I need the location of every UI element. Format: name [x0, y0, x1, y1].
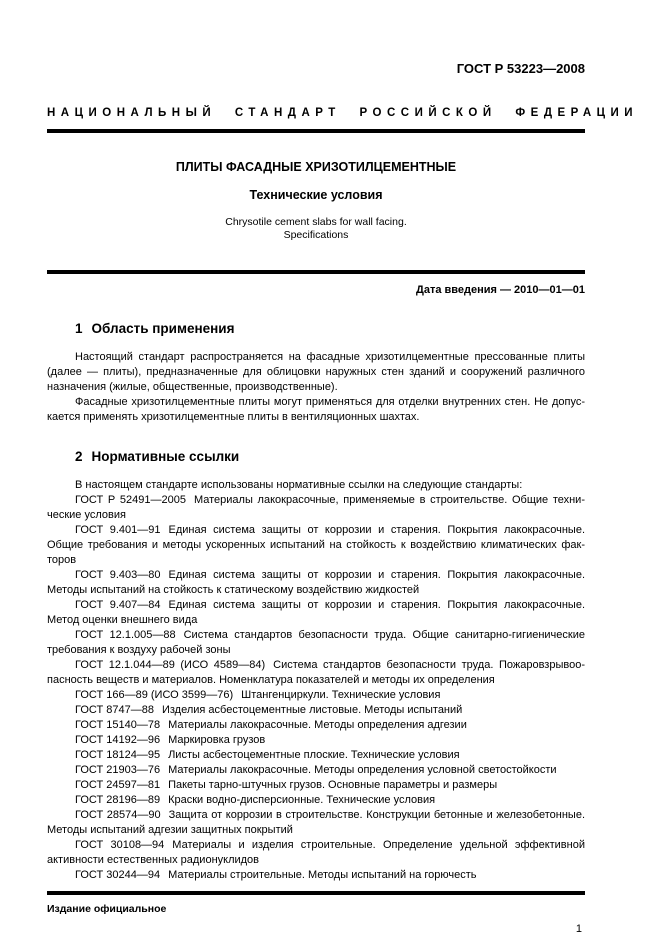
reference-title: Материалы строительные. Методы испытаний на горючесть [168, 869, 477, 881]
reference-title: Материалы лакокрасочные, применяемые в строительстве. Общие технические условия [47, 494, 585, 521]
reference-code: ГОСТ 12.1.005—88 [75, 629, 176, 641]
horizontal-rule-middle [47, 270, 585, 274]
reference-item [47, 733, 585, 748]
reference-code: ГОСТ 9.401—91 [75, 524, 161, 536]
section-2-number: 2 [75, 449, 83, 464]
section-2-title: Нормативные ссылки [91, 449, 240, 464]
section-2-heading [47, 449, 585, 465]
reference-code: ГОСТ 14192—96 [75, 734, 161, 746]
reference-code: ГОСТ 18124—95 [75, 749, 161, 761]
reference-title: Штангенциркули. Технические условия [241, 689, 441, 701]
reference-code: ГОСТ 30108—94 [75, 839, 165, 851]
section-1-title: Область применения [91, 321, 235, 336]
reference-title: Единая система защиты от коррозии и старения. Покрытия лакокрасочные. Метод оценки внешнего вида [47, 599, 585, 626]
title-en-line1: Chrysotile cement slabs for wall facing. [225, 216, 407, 228]
reference-code: ГОСТ 24597—81 [75, 779, 161, 791]
reference-code: ГОСТ 21903—76 [75, 764, 161, 776]
reference-item [47, 718, 585, 733]
reference-code: ГОСТ 15140—78 [75, 719, 161, 731]
scope-paragraph: Фасадные хризотилцементные плиты могут применяться для отделки внутренних стен. Не допускается применять хризотилцементные плиты в вентиляционных шахтах. [47, 396, 585, 423]
reference-title: Маркировка грузов [168, 734, 266, 746]
reference-item [47, 658, 585, 688]
title-en-line2: Specifications [283, 229, 349, 241]
section-2-body [47, 478, 585, 883]
reference-item [47, 598, 585, 628]
reference-item [47, 763, 585, 778]
section-1-heading [47, 321, 585, 337]
document-title-en [47, 216, 585, 242]
reference-code: ГОСТ 12.1.044—89 (ИСО 4589—84) [75, 659, 266, 671]
effective-date: Дата введения — 2010—01—01 [416, 284, 585, 296]
reference-code: ГОСТ 28196—89 [75, 794, 161, 806]
horizontal-rule-footer [47, 891, 585, 895]
reference-code: ГОСТ 166—89 (ИСО 3599—76) [75, 689, 234, 701]
reference-title: Изделия асбестоцементные листовые. Методы испытаний [161, 704, 463, 716]
reference-title: Материалы лакокрасочные. Методы определения адгезии [168, 719, 467, 731]
reference-title: Материалы лакокрасочные. Методы определения условной светостойкости [168, 764, 557, 776]
section-1-body [47, 350, 585, 425]
references-intro: В настоящем стандарте использованы нормативные ссылки на следующие стандарты: [75, 479, 523, 491]
reference-title: Система стандартов безопасности труда. Пожаровзрывоопасность веществ и материалов. Номенклатура показателей и методы их определения [47, 659, 585, 686]
reference-title: Система стандартов безопасности труда. Общие санитарно-гигиенические требования к воздуху рабочей зоны [47, 629, 585, 656]
reference-code: ГОСТ 9.403—80 [75, 569, 161, 581]
reference-item [47, 523, 585, 568]
document-content [47, 61, 639, 936]
reference-title: Материалы и изделия строительные. Определение удельной эффективной активности естественных радионуклидов [47, 839, 585, 866]
reference-code: ГОСТ Р 52491—2005 [75, 494, 186, 506]
edition-note: Издание официальное [47, 903, 167, 915]
reference-item [47, 703, 585, 718]
reference-title: Защита от коррозии в строительстве. Конструкции бетонные и железобетонные. Методы испытаний адгезии защитных покрытий [47, 809, 585, 836]
reference-title: Единая система защиты от коррозии и старения. Покрытия лакокрасочные. Методы испытаний на стойкость к статическому воздействию жидкостей [47, 569, 585, 596]
reference-item [47, 568, 585, 598]
horizontal-rule-top [47, 129, 585, 133]
reference-code: ГОСТ 30244—94 [75, 869, 161, 881]
reference-item [47, 493, 585, 523]
reference-item [47, 808, 585, 838]
reference-code: ГОСТ 8747—88 [75, 704, 154, 716]
scope-paragraph: Настоящий стандарт распространяется на фасадные хризотилцементные прессованные плиты (далее — плиты), предназначенные для облицовки наружных стен зданий и сооружений различного назначения (жилые, общественные, производственные). [47, 351, 585, 393]
reference-title: Единая система защиты от коррозии и старения. Покрытия лакокрасочные. Общие требования и методы ускоренных испытаний на стойкость к воздействию климатических факторов [47, 524, 585, 566]
doc-number: ГОСТ Р 53223—2008 [456, 61, 585, 76]
references-list [47, 493, 585, 883]
reference-item [47, 688, 585, 703]
page-number: 1 [575, 923, 582, 935]
reference-title: Листы асбестоцементные плоские. Технические условия [168, 749, 460, 761]
standard-type-heading: НАЦИОНАЛЬНЫЙ СТАНДАРТ РОССИЙСКОЙ ФЕДЕРАЦИИ [47, 107, 639, 119]
reference-title: Пакеты тарно-штучных грузов. Основные параметры и размеры [168, 779, 498, 791]
document-subtitle-ru: Технические условия [249, 188, 383, 202]
reference-item [47, 748, 585, 763]
reference-item [47, 868, 585, 883]
reference-item [47, 838, 585, 868]
reference-item [47, 793, 585, 808]
document-title-ru: ПЛИТЫ ФАСАДНЫЕ ХРИЗОТИЛЦЕМЕНТНЫЕ [175, 160, 457, 174]
reference-item [47, 628, 585, 658]
section-1-number: 1 [75, 321, 83, 336]
reference-title: Краски водно-дисперсионные. Технические условия [168, 794, 436, 806]
reference-code: ГОСТ 28574—90 [75, 809, 161, 821]
reference-item [47, 778, 585, 793]
reference-code: ГОСТ 9.407—84 [75, 599, 161, 611]
